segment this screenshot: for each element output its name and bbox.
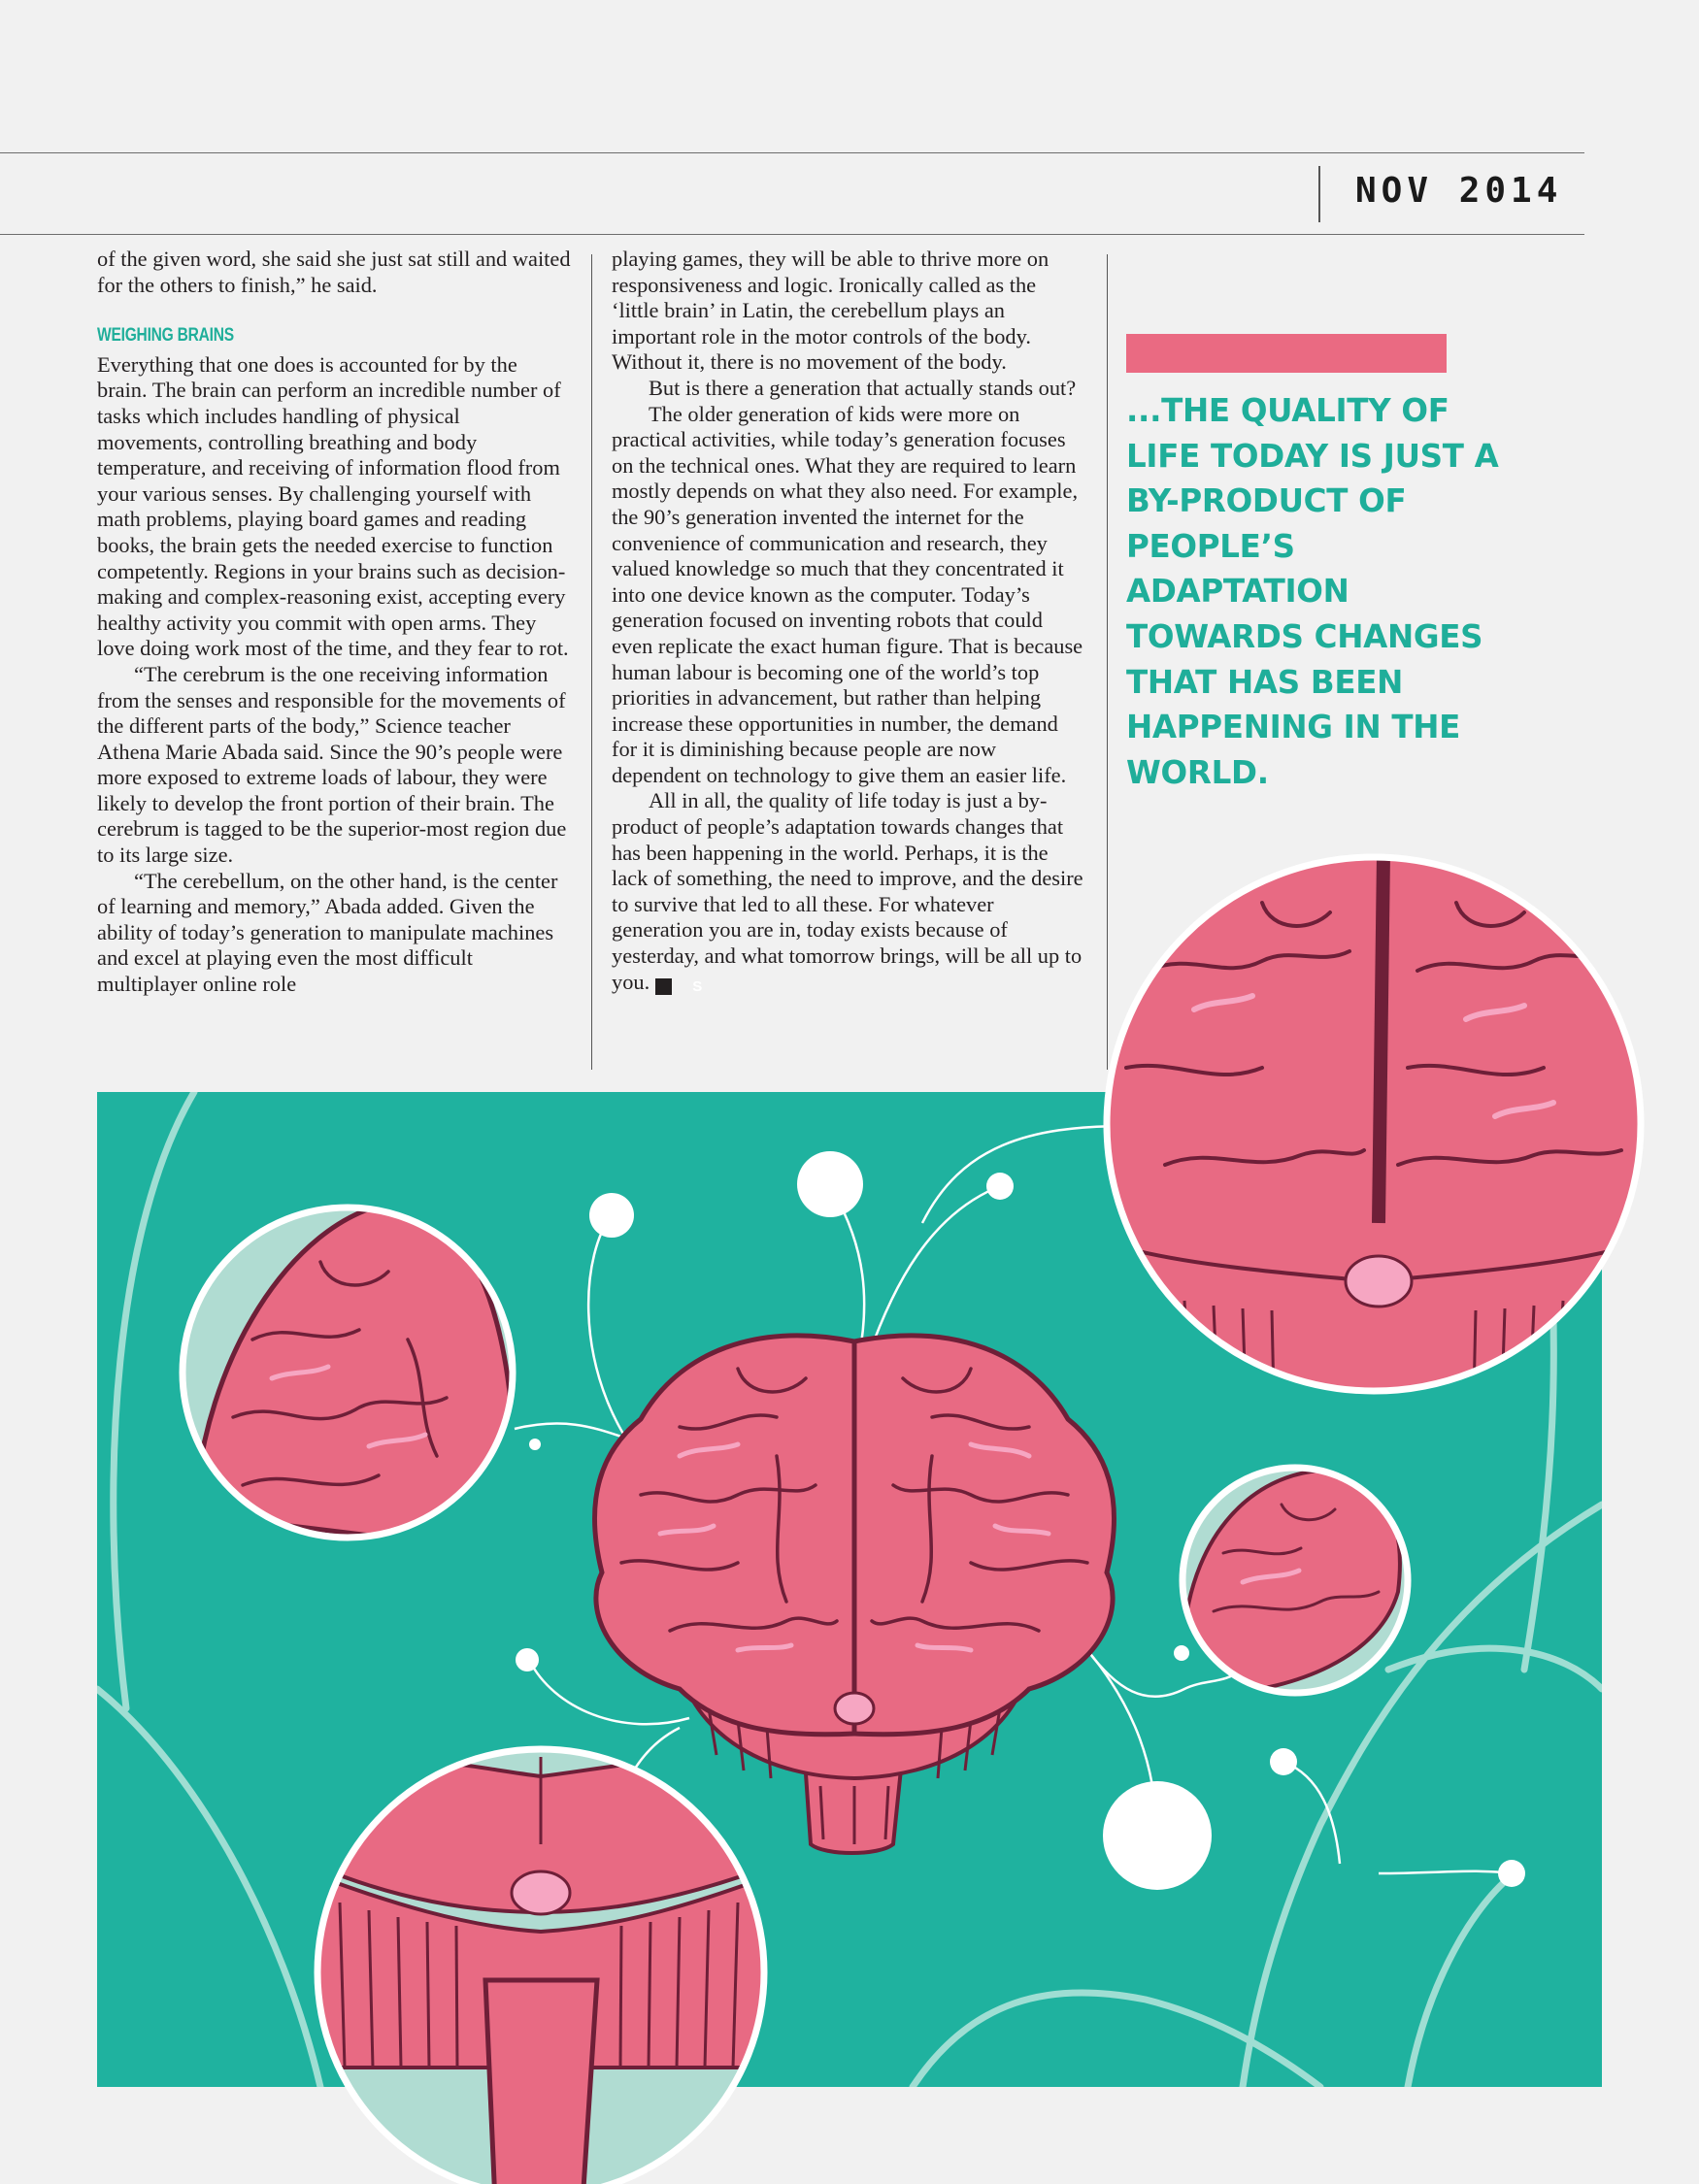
end-mark: S — [655, 978, 672, 995]
paragraph: “The cerebellum, on the other hand, is the center of learning and memory,” Abada added. Given the ability of today’s generation to manipulate machines and excel at playing even the most difficult multiplayer online role — [97, 868, 558, 997]
paragraph: The older generation of kids were more on practical activities, while today’s generation focuses on the technical ones. What they are required to learn mostly depends on what they also need. For example, the 90’s generation invented the internet for the convenience of communication and research, they valued knowledge so much that they concentrated it into one device known as the computer. Today’s generation focused on inventing robots that could even replicate the exact human figure. That is because human labour is becoming one of the world’s top priorities in advancement, but rather than helping increase these opportunities in number, the demand for it is diminishing because people are now dependent on technology to give them an easier life. — [612, 401, 1083, 787]
section-heading: WEIGHING BRAINS — [97, 325, 234, 347]
paragraph: But is there a generation that actually stands out? — [649, 375, 1077, 400]
inset-circle-top-right — [1107, 854, 1641, 1398]
inset-circle-mid-right — [1183, 1468, 1408, 1694]
pull-quote: ...THE QUALITY OF LIFE TODAY IS JUST A BY-PRODUCT OF PEOPLE’S ADAPTATION TOWARDS CHANGES THAT HAS BEEN HAPPENING IN THE WORLD. — [1126, 392, 1499, 791]
column-left-lead: of the given word, she said she just sat still and waited for the others to finish,” he said. — [97, 247, 571, 297]
issue-date: NOV 2014 — [1355, 171, 1563, 211]
column-right-lead: playing games, they will be able to thrive more on responsiveness and logic. Ironically called as the ‘little brain’ in Latin, the cerebellum plays an important role in the motor controls of the body. Without it, there is no movement of the body. — [612, 247, 1049, 375]
paragraph: Everything that one does is accounted for by the brain. The brain can perform an incredible number of tasks which includes handling of physical movements, controlling breathing and body temperature, and receiving of information flood from your various senses. By challenging yourself with math problems, playing board games and reading books, the brain gets the needed exercise to function competently. Regions in your brains such as decision-making and complex-reasoning exist, accepting every healthy activity you commit with open arms. They love doing work most of the time, and they fear to rot. — [97, 351, 569, 661]
paragraph: “The cerebrum is the one receiving information from the senses and responsible for the movements of the different parts of the body,” Science teacher Athena Marie Abada said. Since the 90’s people were more exposed to extreme loads of labour, they were likely to develop the front portion of their brain. The cerebrum is tagged to be the superior-most region due to its large size. — [97, 661, 567, 868]
paragraph-text: All in all, the quality of life today is just a by-product of people’s adaptation towards changes that has been happening in the world. Perhaps, it is the lack of something, the need to improve, and the desire to survive that led to all these. For whatever generation you are in, today exists because of yesterday, and what tomorrow brings, will be all up to you. — [612, 788, 1083, 994]
